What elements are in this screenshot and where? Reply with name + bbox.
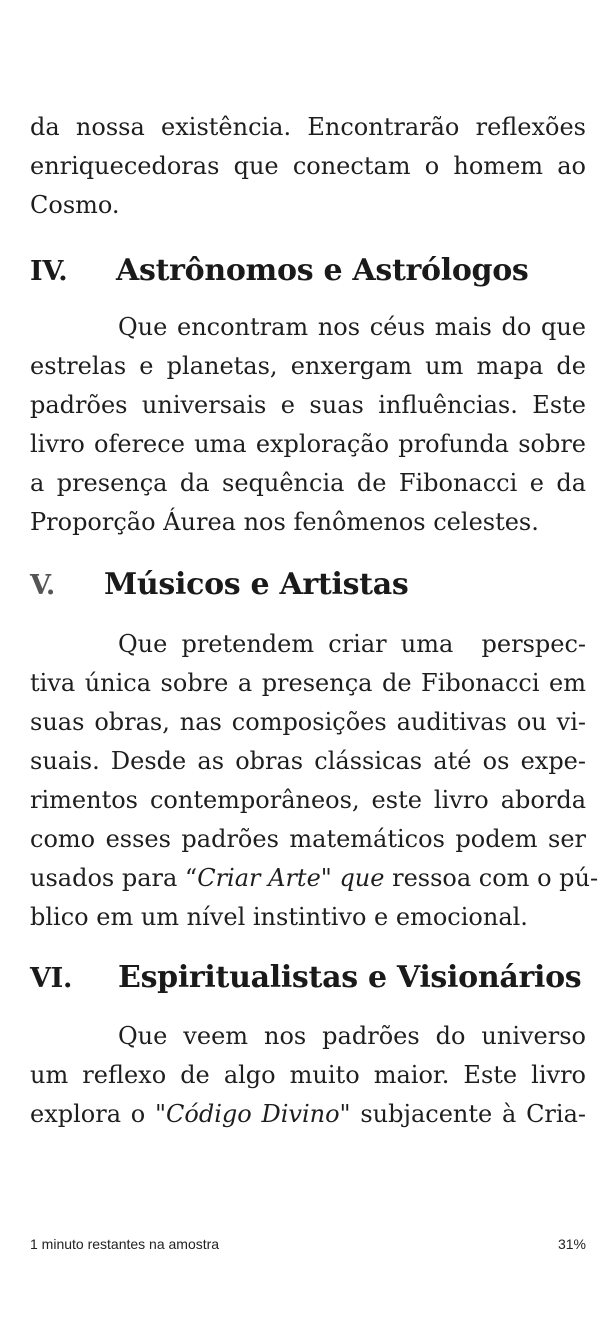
- section-number: V.: [30, 570, 56, 601]
- section-heading-v: [30, 567, 586, 625]
- section-v-paragraph: [30, 625, 599, 937]
- italic-title: Criar Arte" que: [197, 864, 385, 892]
- text-segment: usados para “: [30, 864, 198, 892]
- text-line: estrelas e planetas, enxergam um mapa de: [30, 352, 586, 380]
- text-line-with-italic: [30, 859, 599, 898]
- text-line: Proporção Áurea nos fenômenos celestes.: [30, 508, 539, 536]
- text-line: Que encontram nos céus mais do que: [118, 313, 586, 341]
- text-line: Que veem nos padrões do universo: [118, 1022, 586, 1050]
- section-vi-paragraph: [30, 1017, 586, 1134]
- text-line: livro oferece uma exploração profunda sobre: [30, 430, 586, 458]
- text-line: suas obras, nas composições auditivas ou vi-: [30, 708, 586, 736]
- text-line: enriquecedoras que conectam o homem ao: [30, 152, 586, 180]
- text-line-with-italic: [30, 1095, 586, 1134]
- progress-percent: 31%: [557, 1236, 586, 1252]
- text-line: Que pretendem criar uma perspec-: [118, 630, 586, 658]
- book-page: [30, 108, 599, 1134]
- section-number: IV.: [30, 256, 68, 287]
- text-line: um reflexo de algo muito maior. Este livro: [30, 1061, 586, 1089]
- section-title: Espiritualistas e Visionários: [118, 960, 582, 995]
- time-remaining-label: 1 minuto restantes na amostra: [30, 1236, 220, 1252]
- text-segment: explora o: [30, 1100, 156, 1128]
- text-line: da nossa existência. Encontrarão reflexões: [30, 113, 586, 141]
- text-segment: subjacente à Cria-: [350, 1100, 586, 1128]
- text-line: como esses padrões matemáticos podem ser: [30, 825, 586, 853]
- section-number: VI.: [30, 963, 73, 994]
- text-line: blico em um nível instintivo e emocional.: [30, 903, 528, 931]
- text-segment: ressoa com o pú-: [384, 864, 599, 892]
- text-line: rimentos contemporâneos, este livro aborda: [30, 786, 586, 814]
- italic-title: "Código Divino": [155, 1100, 351, 1128]
- section-heading-vi: [30, 960, 586, 1017]
- text-line: suais. Desde as obras clássicas até os expe-: [30, 747, 586, 775]
- intro-paragraph: [30, 108, 586, 225]
- reading-status-bar: [30, 1236, 586, 1252]
- text-line: tiva única sobre a presença de Fibonacci em: [30, 669, 586, 697]
- section-title: Músicos e Artistas: [104, 567, 409, 602]
- section-iv-paragraph: [30, 308, 586, 542]
- text-line: padrões universais e suas influências. Este: [30, 391, 586, 419]
- section-title: Astrônomos e Astrólogos: [116, 253, 529, 288]
- section-heading-iv: [30, 253, 586, 308]
- text-line: a presença da sequência de Fibonacci e da: [30, 469, 586, 497]
- text-line: Cosmo.: [30, 191, 120, 219]
